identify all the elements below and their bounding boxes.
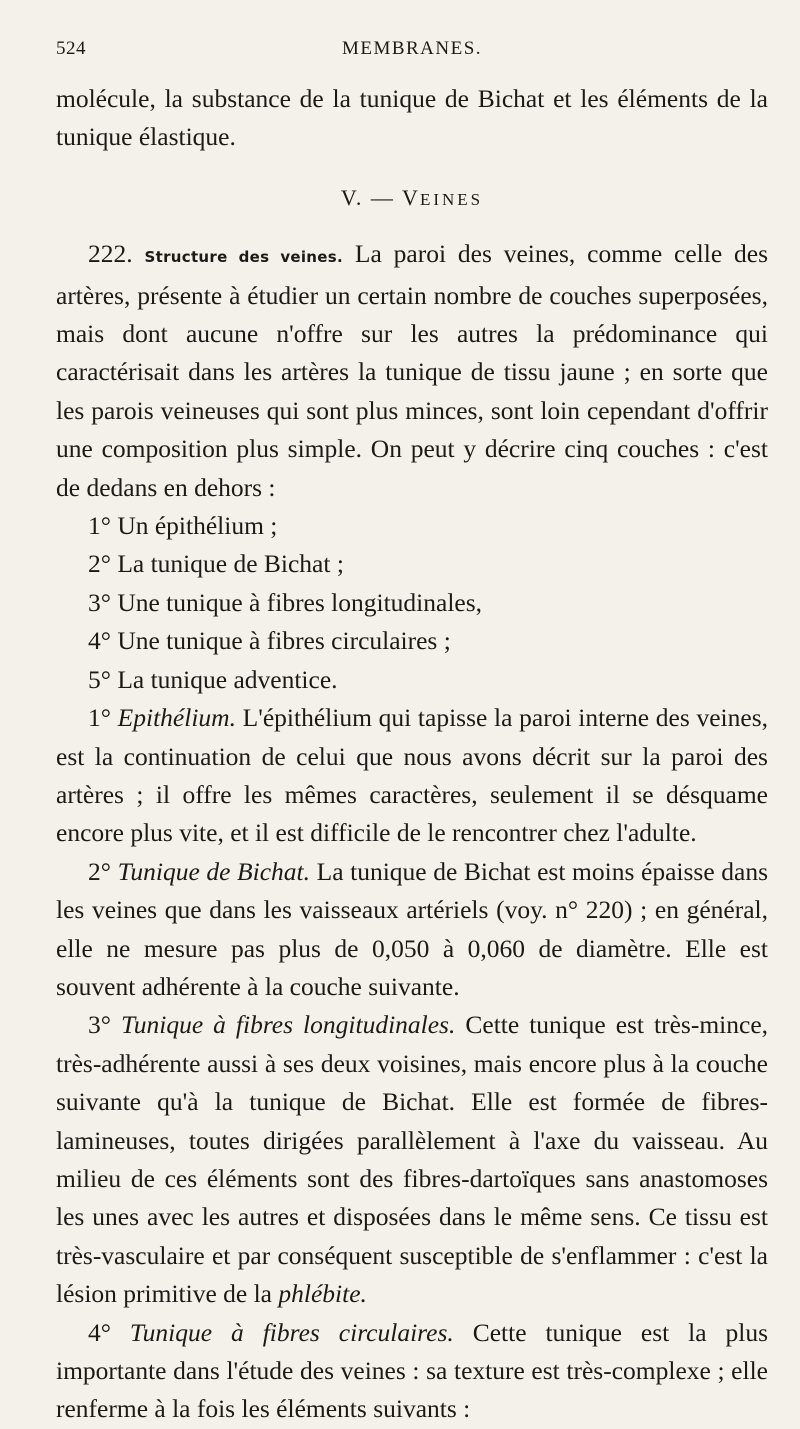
description-text: L'épithélium qui tapisse la paroi interne des veines, est la continuation de celui que nous avons décrit sur la paroi des artères ; il offre les mêmes caractères, seulement il se désquame encore plus vite, et il est difficile de le rencontrer chez l'adulte. bbox=[56, 703, 769, 848]
layer-list-item: 3° Une tunique à fibres longitudinales, bbox=[88, 587, 483, 617]
description-number: 4° bbox=[88, 1317, 111, 1347]
description-term: Tunique à fibres circulaires. bbox=[129, 1317, 454, 1347]
layer-list-item: 2° La tunique de Bichat ; bbox=[88, 549, 344, 579]
description-paragraph bbox=[56, 1314, 768, 1429]
description-term: Tunique de Bichat. bbox=[117, 856, 310, 886]
layer-list-item: 4° Une tunique à fibres circulaires ; bbox=[88, 626, 451, 656]
page-number: 524 bbox=[56, 38, 86, 59]
body-text bbox=[56, 80, 768, 1429]
description-term-inline: phlébite. bbox=[278, 1279, 367, 1309]
article-paragraph bbox=[56, 235, 768, 507]
continuation-paragraph: molécule, la substance de la tunique de Bichat et les éléments de la tunique élastique. bbox=[56, 84, 768, 152]
description-text: Cette tunique est la plus importante dans l'étude des veines : sa texture est très-complexe ; elle renferme à la fois les éléments suivants : bbox=[56, 1317, 769, 1424]
description-term: Tunique à fibres longitudinales. bbox=[120, 1010, 456, 1040]
description-text: La tunique de Bichat est moins épaisse dans les veines que dans les vaisseaux artériels (voy. n° 220) ; en général, elle ne mesure pas plus de 0,050 à 0,060 de diamètre. Elle est souvent adhérente à la couche suivante. bbox=[56, 856, 769, 1001]
running-head: MEMBRANES. bbox=[341, 38, 483, 59]
description-number: 3° bbox=[88, 1010, 111, 1040]
section-heading bbox=[56, 179, 768, 219]
description-paragraph bbox=[56, 1006, 768, 1313]
article-text: La paroi des veines, comme celle des artères, présente à étudier un certain nombre de couches superposées, mais dont aucune n'offre sur les autres la prédominance qui caractérisait dans les artères la tunique de tissu jaune ; en sorte que les parois veineuses qui sont plus minces, sont loin cependant d'offrir une composition plus simple. On peut y décrire cinq couches : c'est de dedans en dehors : bbox=[56, 239, 769, 502]
description-number: 2° bbox=[88, 856, 111, 886]
section-numeral: V. — bbox=[340, 184, 395, 210]
section-title-rest: EINES bbox=[419, 189, 484, 209]
description-text: Cette tunique est très-mince, très-adhérente aussi à ses deux voisines, mais encore plus à la couche suivante qu'à la tunique de Bichat. Elle est formée de fibres-lamineuses, toutes dirigées parallèlement à l'axe du vaisseau. Au milieu de ces éléments sont des fibres-dartoïques sans anastomoses les unes avec les autres et disposées dans le même sens. Ce tissu est très-vasculaire et par conséquent susceptible de s'enflammer : c'est la lésion primitive de la bbox=[56, 1010, 769, 1309]
page-header bbox=[56, 38, 768, 68]
article-title: Structure des veines. bbox=[144, 248, 343, 267]
layer-list-item: 5° La tunique adventice. bbox=[88, 664, 338, 694]
description-paragraph bbox=[56, 853, 768, 1007]
section-title-initial: V bbox=[402, 184, 420, 210]
description-term: Epithélium. bbox=[117, 703, 236, 733]
description-paragraph bbox=[56, 699, 768, 853]
book-page bbox=[56, 38, 768, 1429]
article-number: 222. bbox=[88, 239, 133, 269]
description-number: 1° bbox=[88, 703, 111, 733]
layer-list-item: 1° Un épithélium ; bbox=[88, 511, 278, 541]
